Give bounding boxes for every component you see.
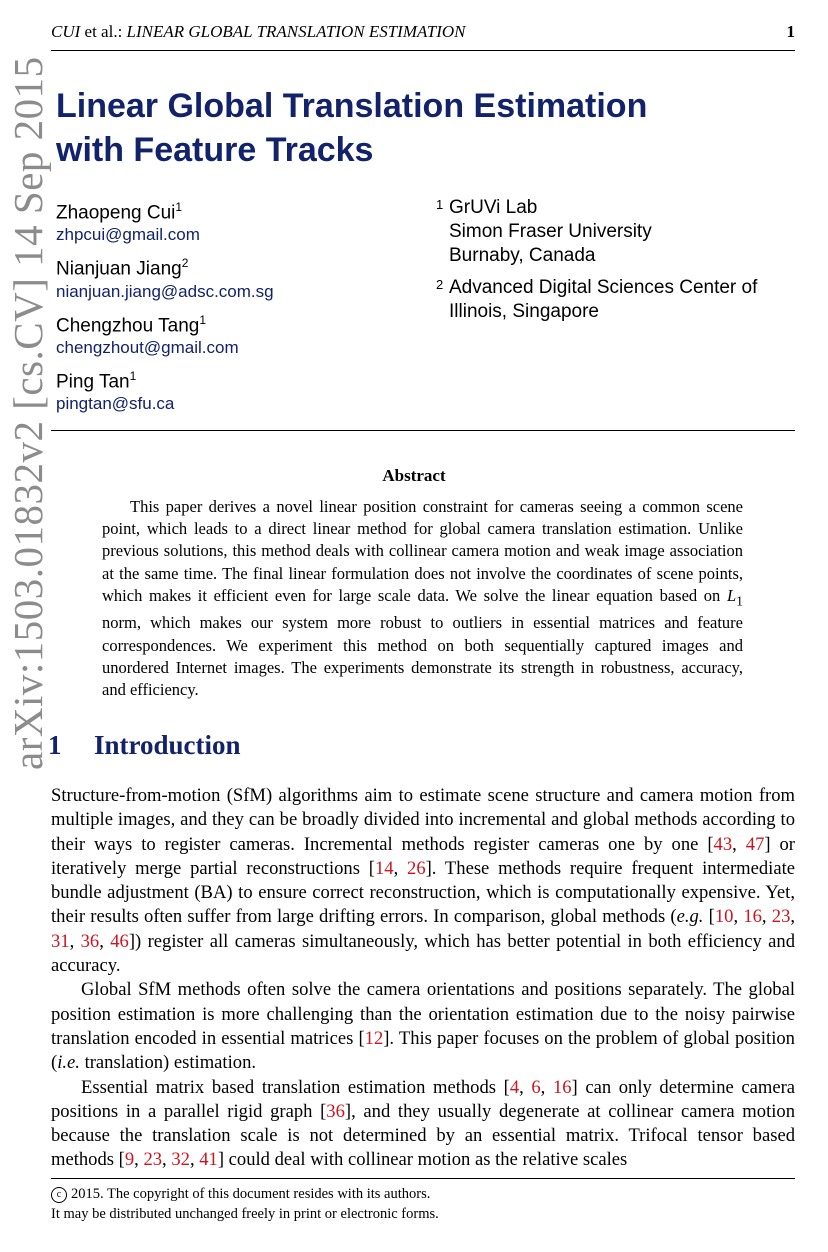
abstract-text — [102, 496, 743, 701]
author-email-link[interactable]: zhpcui@gmail.com — [56, 225, 200, 245]
paragraph — [51, 1076, 795, 1173]
citation-link[interactable]: 31 — [51, 930, 70, 952]
affiliation-line: Simon Fraser University — [449, 221, 652, 242]
footer-line-1 — [51, 1184, 795, 1204]
text-run: , — [162, 1149, 172, 1171]
abstract-heading: Abstract — [382, 466, 446, 485]
abstract-math: L — [726, 585, 737, 605]
author-email-link[interactable]: nianjuan.jiang@adsc.com.sg — [56, 281, 274, 301]
author-affil-mark: 1 — [129, 368, 137, 383]
page-number: 1 — [786, 22, 795, 41]
paragraph — [51, 784, 795, 978]
affiliation-entry — [436, 276, 816, 324]
author-name: Nianjuan Jiang — [56, 258, 182, 280]
paper-title — [56, 84, 736, 172]
citation-link[interactable]: 36 — [326, 1100, 345, 1122]
text-run: , — [519, 1076, 532, 1098]
citation-link[interactable]: 4 — [509, 1076, 520, 1098]
text-run: , — [393, 857, 408, 879]
author-entry — [56, 252, 386, 302]
text-run: ] or iteratively merge partial reconstructions [ — [51, 833, 796, 879]
header-authors: CUI — [51, 22, 81, 41]
author-email-link[interactable]: chengzhout@gmail.com — [56, 337, 239, 357]
abstract-text-part: This paper derives a novel linear position constraint for cameras seeing a common scene point, which leads to a direct linear method for global camera translation estimation. Unlike previous solutions, this method deals with collinear camera motion and weak image association at the same time. The final linear formulation does not involve the coordinates of scene points, which makes it efficient even for large scale data. We solve the linear equation based on — [102, 497, 743, 605]
affiliation-entry — [436, 196, 816, 268]
affiliation-mark: 2 — [436, 277, 444, 292]
author-name: Ping Tan — [56, 371, 130, 393]
text-run: ]. These methods require frequent intermediate bundle adjustment (BA) to ensure correct reconstruction, which is computationally expensive. Yet, their results often suffer from large drifting errors. In comparison, global methods ( — [51, 857, 796, 928]
affiliation-line: GrUVi Lab — [449, 197, 538, 218]
citation-link[interactable]: 23 — [143, 1149, 163, 1171]
citation-link[interactable]: 32 — [171, 1149, 190, 1171]
citation-link[interactable]: 41 — [199, 1149, 218, 1171]
citation-link[interactable]: 16 — [552, 1076, 572, 1098]
text-run: ] can only determine camera positions in a parallel rigid graph [ — [51, 1076, 796, 1122]
text-run: , — [69, 930, 81, 952]
text-run: Essential matrix based translation estimation methods [ — [81, 1076, 510, 1098]
paragraph — [51, 978, 795, 1075]
affiliation-line: Burnaby, Canada — [449, 245, 596, 266]
text-run: , — [134, 1149, 144, 1171]
affiliation-mark: 1 — [436, 197, 444, 212]
citation-link[interactable]: 26 — [407, 857, 426, 879]
text-run-italic: e.g. — [676, 906, 704, 928]
footer-text: 2015. The copyright of this document resides with its authors. — [71, 1186, 431, 1202]
affiliation-list — [436, 196, 816, 332]
text-run: translation) estimation. — [79, 1052, 257, 1074]
author-entry — [56, 196, 386, 246]
author-affil-mark: 2 — [181, 256, 189, 271]
text-run-italic: i.e. — [57, 1052, 80, 1074]
text-run: ], and they usually degenerate at collinear camera motion because the translation scale is not determined by an essential matrix. Trifocal tensor based methods [ — [51, 1100, 795, 1171]
citation-link[interactable]: 6 — [531, 1076, 541, 1098]
text-run: , — [189, 1149, 200, 1171]
citation-link[interactable]: 9 — [124, 1149, 135, 1171]
running-header — [51, 20, 795, 44]
footer-rule — [51, 1178, 795, 1179]
text-run: , — [733, 906, 744, 928]
author-name: Zhaopeng Cui — [56, 202, 176, 224]
text-run: ] could deal with collinear motion as the relative scales — [217, 1149, 628, 1171]
footer-line-2: It may be distributed unchanged freely in print or electronic forms. — [51, 1206, 439, 1222]
section-title: Introduction — [94, 730, 241, 760]
text-run: Structure-from-motion (SfM) algorithms aim to estimate scene structure and camera motion from multiple images, and they can be broadly divided into incremental and global methods according to their ways to register cameras. Incremental methods register cameras one by one [ — [51, 785, 795, 855]
citation-link[interactable]: 12 — [364, 1027, 384, 1049]
text-run: , — [790, 906, 796, 928]
affiliation-line: Illinois, Singapore — [449, 301, 599, 322]
author-entry — [56, 309, 386, 359]
author-email-link[interactable]: pingtan@sfu.ca — [56, 394, 175, 414]
citation-link[interactable]: 36 — [80, 930, 100, 952]
text-run: , — [540, 1076, 553, 1098]
title-line-1: Linear Global Translation Estimation — [56, 87, 648, 125]
section-number: 1 — [48, 730, 62, 760]
header-rule — [51, 50, 795, 51]
citation-link[interactable]: 16 — [743, 906, 762, 928]
text-run: ]) register all cameras simultaneously, which has better potential in both efficiency and accuracy. — [51, 930, 795, 977]
title-line-2: with Feature Tracks — [56, 131, 374, 169]
author-list — [56, 196, 386, 421]
author-name: Chengzhou Tang — [56, 314, 200, 336]
copyright-footer — [51, 1184, 795, 1224]
text-run: Global SfM methods often solve the camera orientations and positions separately. The global position estimation is more challenging than the orientation estimation due to the noisy pairwise translation encoded in essential matrices [ — [51, 979, 795, 1049]
author-affil-mark: 1 — [199, 312, 207, 327]
section-heading — [48, 730, 241, 761]
abstract-top-rule — [51, 430, 795, 431]
citation-link[interactable]: 23 — [771, 906, 791, 928]
header-running-title: LINEAR GLOBAL TRANSLATION ESTIMATION — [126, 22, 466, 41]
arxiv-stamp: arXiv:1503.01832v2 [cs.CV] 14 Sep 2015 — [5, 56, 51, 770]
citation-link[interactable]: 43 — [713, 833, 733, 855]
author-affil-mark: 1 — [175, 200, 183, 214]
citation-link[interactable]: 14 — [374, 857, 394, 879]
abstract-text-part: norm, which makes our system more robust to outliers in essential matrices and feature correspondences. We experiment this method on both sequentially captured images and unordered Internet images. The experiments demonstrate its strength in robustness, accuracy, and efficiency. — [102, 613, 743, 699]
text-run: , — [99, 930, 111, 952]
body-text — [51, 784, 795, 1173]
abstract-math-sub: 1 — [736, 593, 743, 609]
affiliation-line: Advanced Digital Sciences Center of — [449, 277, 758, 298]
text-run: ]. This paper focuses on the problem of global position ( — [51, 1027, 795, 1074]
text-run: , — [761, 906, 772, 928]
header-etal: et al.: — [80, 22, 127, 41]
citation-link[interactable]: 47 — [745, 833, 765, 855]
citation-link[interactable]: 10 — [714, 906, 734, 928]
text-run: [ — [703, 906, 715, 928]
author-entry — [56, 365, 386, 415]
citation-link[interactable]: 46 — [110, 930, 129, 952]
copyright-icon: c — [51, 1187, 67, 1203]
header-left — [51, 20, 465, 44]
text-run: , — [732, 833, 746, 855]
